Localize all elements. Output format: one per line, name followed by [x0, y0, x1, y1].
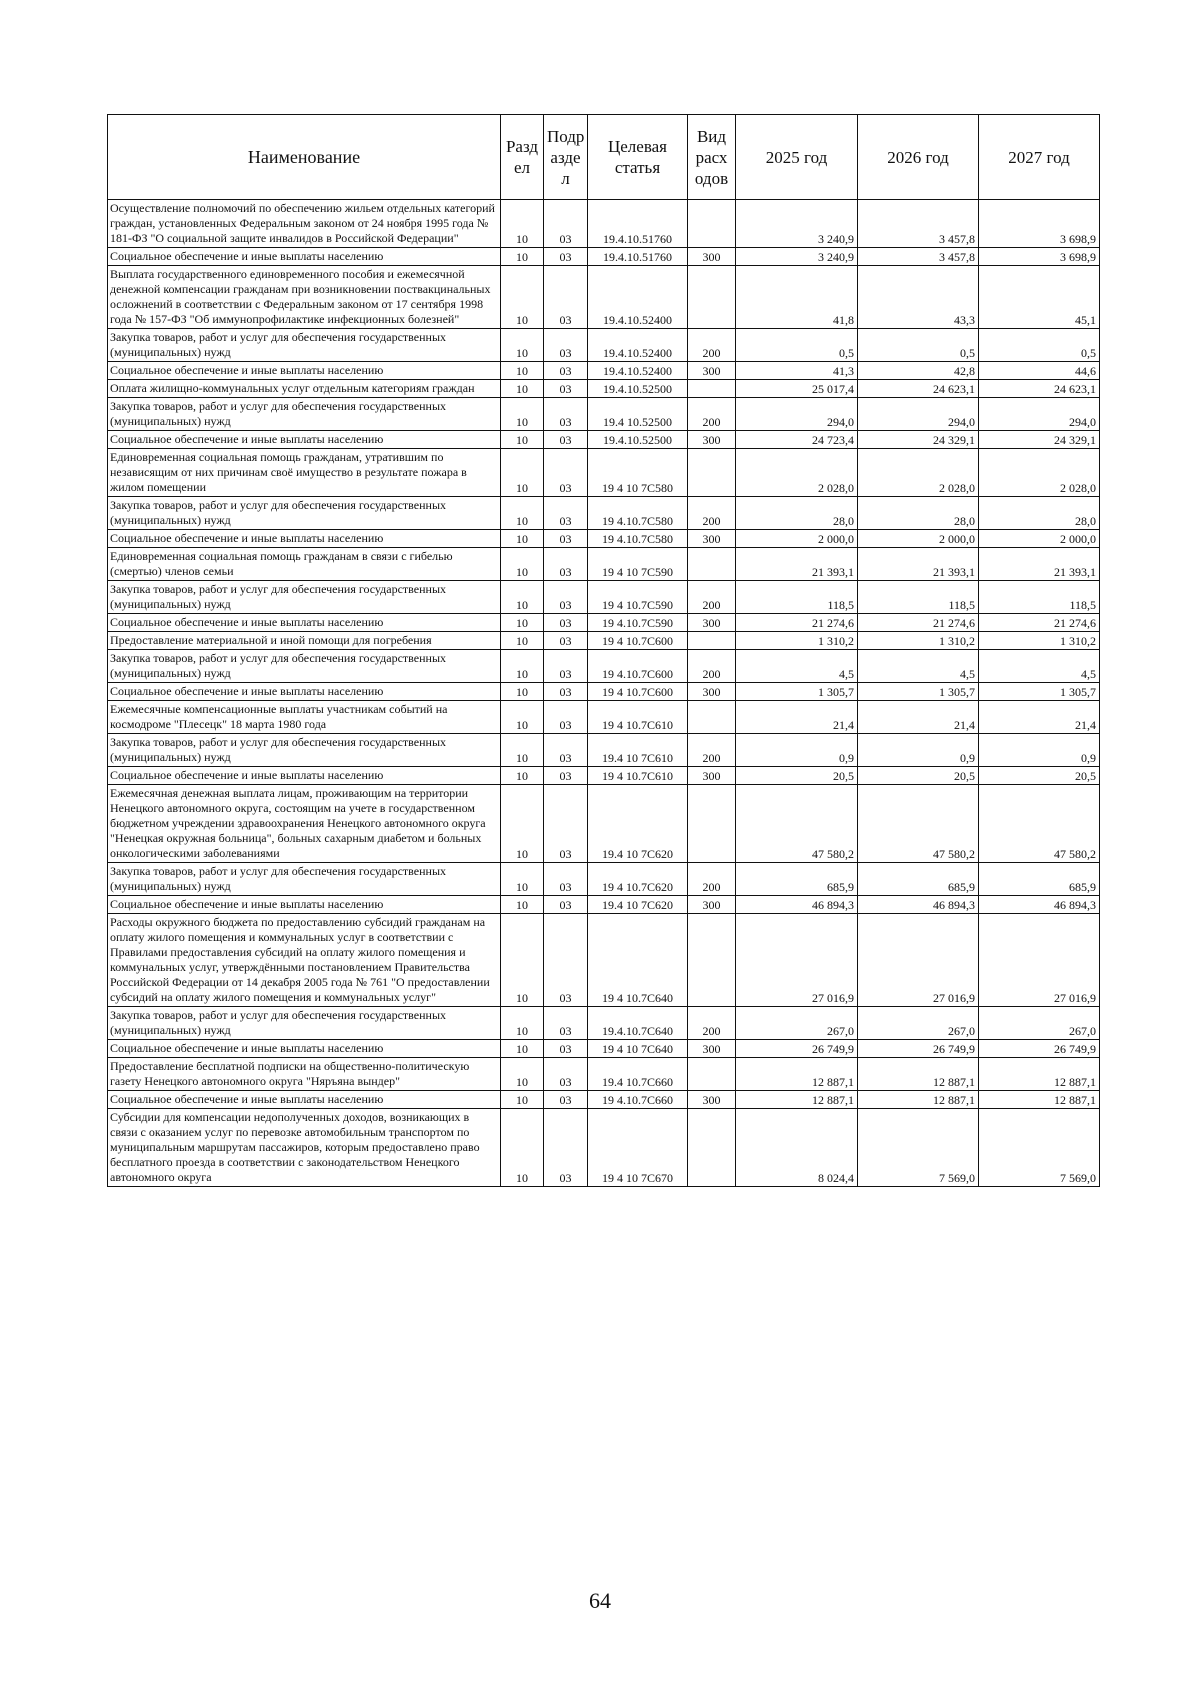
cell-celevaya: 19.4.10.52500 — [588, 431, 688, 449]
cell-2025: 1 310,2 — [736, 632, 858, 650]
table-row — [108, 1058, 1100, 1091]
cell-celevaya: 19.4 10.52500 — [588, 398, 688, 431]
cell-celevaya: 19 4 10.7С610 — [588, 767, 688, 785]
cell-2025: 2 000,0 — [736, 530, 858, 548]
cell-name: Закупка товаров, работ и услуг для обеспечения государственных (муниципальных) нужд — [108, 497, 501, 530]
cell-2027: 3 698,9 — [979, 248, 1100, 266]
cell-2025: 3 240,9 — [736, 200, 858, 248]
cell-name: Социальное обеспечение и иные выплаты населению — [108, 683, 501, 701]
cell-2025: 4,5 — [736, 650, 858, 683]
cell-2025: 41,3 — [736, 362, 858, 380]
cell-name: Социальное обеспечение и иные выплаты населению — [108, 1040, 501, 1058]
cell-2026: 43,3 — [858, 266, 979, 329]
cell-2026: 2 028,0 — [858, 449, 979, 497]
cell-vid: 200 — [688, 329, 736, 362]
table-row — [108, 632, 1100, 650]
cell-name: Предоставление бесплатной подписки на общественно-политическую газету Ненецкого автономного округа "Няръяна вындер" — [108, 1058, 501, 1091]
cell-razdel: 10 — [501, 1091, 544, 1109]
cell-name: Социальное обеспечение и иные выплаты населению — [108, 431, 501, 449]
cell-2026: 21 393,1 — [858, 548, 979, 581]
table-row — [108, 581, 1100, 614]
table-row — [108, 530, 1100, 548]
cell-2026: 3 457,8 — [858, 248, 979, 266]
table-row — [108, 398, 1100, 431]
cell-vid: 300 — [688, 896, 736, 914]
cell-podrazdel: 03 — [544, 767, 588, 785]
cell-vid: 200 — [688, 863, 736, 896]
cell-podrazdel: 03 — [544, 362, 588, 380]
cell-2025: 25 017,4 — [736, 380, 858, 398]
cell-2027: 267,0 — [979, 1007, 1100, 1040]
cell-razdel: 10 — [501, 362, 544, 380]
cell-celevaya: 19 4 10.7С600 — [588, 632, 688, 650]
cell-2027: 4,5 — [979, 650, 1100, 683]
header-2026: 2026 год — [858, 115, 979, 200]
cell-vid: 200 — [688, 734, 736, 767]
cell-celevaya: 19.4.10.7С640 — [588, 1007, 688, 1040]
cell-vid: 300 — [688, 1091, 736, 1109]
cell-2025: 118,5 — [736, 581, 858, 614]
header-podrazdel: Подр азде л — [544, 115, 588, 200]
cell-2027: 0,5 — [979, 329, 1100, 362]
cell-2027: 3 698,9 — [979, 200, 1100, 248]
cell-podrazdel: 03 — [544, 650, 588, 683]
cell-name: Социальное обеспечение и иные выплаты населению — [108, 248, 501, 266]
cell-vid — [688, 785, 736, 863]
cell-2025: 21 393,1 — [736, 548, 858, 581]
cell-podrazdel: 03 — [544, 1040, 588, 1058]
cell-2026: 12 887,1 — [858, 1058, 979, 1091]
cell-vid: 300 — [688, 614, 736, 632]
cell-2025: 46 894,3 — [736, 896, 858, 914]
cell-2025: 20,5 — [736, 767, 858, 785]
cell-2026: 2 000,0 — [858, 530, 979, 548]
cell-celevaya: 19 4 10 7С670 — [588, 1109, 688, 1187]
cell-2027: 2 000,0 — [979, 530, 1100, 548]
cell-2027: 27 016,9 — [979, 914, 1100, 1007]
cell-razdel: 10 — [501, 497, 544, 530]
cell-podrazdel: 03 — [544, 785, 588, 863]
cell-vid — [688, 266, 736, 329]
cell-celevaya: 19 4 10.7С600 — [588, 683, 688, 701]
cell-name: Социальное обеспечение и иные выплаты населению — [108, 896, 501, 914]
cell-razdel: 10 — [501, 1058, 544, 1091]
cell-2026: 24 329,1 — [858, 431, 979, 449]
cell-razdel: 10 — [501, 863, 544, 896]
cell-celevaya: 19.4 10.7С660 — [588, 1058, 688, 1091]
cell-razdel: 10 — [501, 683, 544, 701]
cell-2026: 21,4 — [858, 701, 979, 734]
table-row — [108, 785, 1100, 863]
table-header-row — [108, 115, 1100, 200]
cell-name: Социальное обеспечение и иные выплаты населению — [108, 614, 501, 632]
cell-2026: 47 580,2 — [858, 785, 979, 863]
cell-celevaya: 19 4 10.7С610 — [588, 701, 688, 734]
table-row — [108, 1109, 1100, 1187]
table-row — [108, 248, 1100, 266]
cell-2027: 12 887,1 — [979, 1091, 1100, 1109]
cell-vid: 300 — [688, 767, 736, 785]
cell-razdel: 10 — [501, 248, 544, 266]
cell-podrazdel: 03 — [544, 398, 588, 431]
cell-name: Социальное обеспечение и иные выплаты населению — [108, 530, 501, 548]
cell-name: Субсидии для компенсации недополученных доходов, возникающих в связи с оказанием услуг по перевозке автомобильным транспортом по муниципальным маршрутам пассажиров, которым предоставлено право бесплатного проезда в соответствии с законодательством Ненецкого автономного округа — [108, 1109, 501, 1187]
cell-vid — [688, 701, 736, 734]
cell-vid — [688, 449, 736, 497]
cell-2027: 0,9 — [979, 734, 1100, 767]
cell-name: Оплата жилищно-коммунальных услуг отдельным категориям граждан — [108, 380, 501, 398]
cell-vid: 300 — [688, 530, 736, 548]
cell-2025: 267,0 — [736, 1007, 858, 1040]
cell-celevaya: 19.4 10 7С610 — [588, 734, 688, 767]
cell-vid — [688, 200, 736, 248]
cell-name: Ежемесячная денежная выплата лицам, проживающим на территории Ненецкого автономного округа, состоящим на учете в государственном бюджетном учреждении здравоохранения Ненецкого автономного округа "Ненецкая окружная больница", больных сахарным диабетом и больных онкологическими заболеваниями — [108, 785, 501, 863]
cell-podrazdel: 03 — [544, 380, 588, 398]
cell-2027: 2 028,0 — [979, 449, 1100, 497]
cell-celevaya: 19.4.10.51760 — [588, 200, 688, 248]
table-row — [108, 734, 1100, 767]
cell-razdel: 10 — [501, 1007, 544, 1040]
cell-2027: 47 580,2 — [979, 785, 1100, 863]
cell-2026: 685,9 — [858, 863, 979, 896]
table-row — [108, 266, 1100, 329]
cell-2025: 2 028,0 — [736, 449, 858, 497]
table-row — [108, 701, 1100, 734]
cell-razdel: 10 — [501, 398, 544, 431]
cell-2027: 44,6 — [979, 362, 1100, 380]
cell-2026: 46 894,3 — [858, 896, 979, 914]
cell-2025: 8 024,4 — [736, 1109, 858, 1187]
cell-2027: 46 894,3 — [979, 896, 1100, 914]
table-row — [108, 1040, 1100, 1058]
cell-razdel: 10 — [501, 266, 544, 329]
cell-celevaya: 19 4 10 7С580 — [588, 449, 688, 497]
cell-celevaya: 19.4.10.52400 — [588, 329, 688, 362]
cell-vid — [688, 632, 736, 650]
cell-name: Социальное обеспечение и иные выплаты населению — [108, 767, 501, 785]
cell-2027: 12 887,1 — [979, 1058, 1100, 1091]
cell-name: Предоставление материальной и иной помощи для погребения — [108, 632, 501, 650]
budget-table — [107, 114, 1100, 1187]
cell-podrazdel: 03 — [544, 1007, 588, 1040]
cell-celevaya: 19 4 10.7С640 — [588, 914, 688, 1007]
cell-celevaya: 19.4 10 7С620 — [588, 896, 688, 914]
cell-podrazdel: 03 — [544, 266, 588, 329]
table-row — [108, 548, 1100, 581]
header-2027: 2027 год — [979, 115, 1100, 200]
cell-vid: 200 — [688, 398, 736, 431]
table-row — [108, 914, 1100, 1007]
cell-2026: 1 305,7 — [858, 683, 979, 701]
cell-celevaya: 19.4.10.51760 — [588, 248, 688, 266]
cell-2026: 21 274,6 — [858, 614, 979, 632]
cell-razdel: 10 — [501, 896, 544, 914]
table-row — [108, 200, 1100, 248]
cell-name: Закупка товаров, работ и услуг для обеспечения государственных (муниципальных) нужд — [108, 581, 501, 614]
cell-name: Ежемесячные компенсационные выплаты участникам событий на космодроме "Плесецк" 18 марта 1980 года — [108, 701, 501, 734]
cell-2025: 47 580,2 — [736, 785, 858, 863]
cell-razdel: 10 — [501, 1109, 544, 1187]
cell-2026: 42,8 — [858, 362, 979, 380]
cell-name: Выплата государственного единовременного пособия и ежемесячной денежной компенсации гражданам при возникновении поствакцинальных осложнений в соответствии с Федеральным законом от 17 сентября 1998 года № 157-ФЗ "Об иммунопрофилактике инфекционных болезней" — [108, 266, 501, 329]
cell-celevaya: 19.4 10 7С620 — [588, 785, 688, 863]
table-row — [108, 329, 1100, 362]
cell-razdel: 10 — [501, 548, 544, 581]
cell-2025: 26 749,9 — [736, 1040, 858, 1058]
cell-razdel: 10 — [501, 632, 544, 650]
cell-name: Расходы окружного бюджета по предоставлению субсидий гражданам на оплату жилого помещения и коммунальных услуг в соответствии с Правилами предоставления субсидий на оплату жилого помещения и коммунальных услуг, утверждёнными постановлением Правительства Российской Федерации от 14 декабря 2005 года № 761 "О предоставлении субсидий на оплату жилого помещения и коммунальных услуг" — [108, 914, 501, 1007]
table-row — [108, 1091, 1100, 1109]
cell-2026: 1 310,2 — [858, 632, 979, 650]
cell-2025: 685,9 — [736, 863, 858, 896]
cell-podrazdel: 03 — [544, 581, 588, 614]
cell-2027: 45,1 — [979, 266, 1100, 329]
cell-2025: 0,9 — [736, 734, 858, 767]
cell-2025: 3 240,9 — [736, 248, 858, 266]
cell-vid — [688, 1058, 736, 1091]
cell-vid — [688, 380, 736, 398]
cell-2025: 0,5 — [736, 329, 858, 362]
cell-podrazdel: 03 — [544, 200, 588, 248]
table-row — [108, 683, 1100, 701]
cell-2026: 7 569,0 — [858, 1109, 979, 1187]
header-2025: 2025 год — [736, 115, 858, 200]
cell-razdel: 10 — [501, 581, 544, 614]
cell-celevaya: 19 4.10.7С590 — [588, 614, 688, 632]
cell-celevaya: 19.4.10.52400 — [588, 266, 688, 329]
cell-name: Закупка товаров, работ и услуг для обеспечения государственных (муниципальных) нужд — [108, 329, 501, 362]
cell-podrazdel: 03 — [544, 683, 588, 701]
table-row — [108, 497, 1100, 530]
cell-celevaya: 19 4.10.7С660 — [588, 1091, 688, 1109]
cell-podrazdel: 03 — [544, 1091, 588, 1109]
table-row — [108, 767, 1100, 785]
cell-razdel: 10 — [501, 785, 544, 863]
cell-podrazdel: 03 — [544, 497, 588, 530]
cell-vid: 300 — [688, 683, 736, 701]
cell-2026: 26 749,9 — [858, 1040, 979, 1058]
cell-2026: 4,5 — [858, 650, 979, 683]
cell-podrazdel: 03 — [544, 896, 588, 914]
cell-razdel: 10 — [501, 380, 544, 398]
cell-name: Закупка товаров, работ и услуг для обеспечения государственных (муниципальных) нужд — [108, 398, 501, 431]
cell-razdel: 10 — [501, 914, 544, 1007]
cell-celevaya: 19.4.10.52500 — [588, 380, 688, 398]
cell-podrazdel: 03 — [544, 632, 588, 650]
cell-2026: 28,0 — [858, 497, 979, 530]
cell-name: Осуществление полномочий по обеспечению жильем отдельных категорий граждан, установленных Федеральным законом от 24 ноября 1995 года № 181-ФЗ "О социальной защите инвалидов в Российской Федерации" — [108, 200, 501, 248]
cell-podrazdel: 03 — [544, 701, 588, 734]
cell-name: Закупка товаров, работ и услуг для обеспечения государственных (муниципальных) нужд — [108, 734, 501, 767]
cell-name: Социальное обеспечение и иные выплаты населению — [108, 362, 501, 380]
cell-podrazdel: 03 — [544, 548, 588, 581]
cell-name: Социальное обеспечение и иные выплаты населению — [108, 1091, 501, 1109]
cell-2027: 1 305,7 — [979, 683, 1100, 701]
cell-2026: 0,9 — [858, 734, 979, 767]
cell-razdel: 10 — [501, 650, 544, 683]
cell-vid — [688, 548, 736, 581]
cell-celevaya: 19 4 10 7С590 — [588, 548, 688, 581]
cell-razdel: 10 — [501, 431, 544, 449]
cell-podrazdel: 03 — [544, 914, 588, 1007]
cell-podrazdel: 03 — [544, 1058, 588, 1091]
cell-name: Закупка товаров, работ и услуг для обеспечения государственных (муниципальных) нужд — [108, 650, 501, 683]
cell-name: Единовременная социальная помощь гражданам, утратившим по независящим от них причинам своё имущество в результате пожара в жилом помещении — [108, 449, 501, 497]
cell-podrazdel: 03 — [544, 530, 588, 548]
cell-celevaya: 19 4 10 7С640 — [588, 1040, 688, 1058]
cell-2025: 21 274,6 — [736, 614, 858, 632]
cell-name: Закупка товаров, работ и услуг для обеспечения государственных (муниципальных) нужд — [108, 863, 501, 896]
cell-name: Единовременная социальная помощь гражданам в связи с гибелью (смертью) членов семьи — [108, 548, 501, 581]
cell-2025: 24 723,4 — [736, 431, 858, 449]
header-celevaya: Целевая статья — [588, 115, 688, 200]
cell-razdel: 10 — [501, 1040, 544, 1058]
table-row — [108, 896, 1100, 914]
cell-podrazdel: 03 — [544, 329, 588, 362]
cell-celevaya: 19.4.10.52400 — [588, 362, 688, 380]
cell-2027: 26 749,9 — [979, 1040, 1100, 1058]
cell-podrazdel: 03 — [544, 449, 588, 497]
cell-vid: 200 — [688, 497, 736, 530]
cell-razdel: 10 — [501, 329, 544, 362]
cell-2026: 3 457,8 — [858, 200, 979, 248]
cell-celevaya: 19 4 10.7С620 — [588, 863, 688, 896]
cell-podrazdel: 03 — [544, 248, 588, 266]
cell-vid — [688, 1109, 736, 1187]
cell-2027: 21,4 — [979, 701, 1100, 734]
cell-2026: 12 887,1 — [858, 1091, 979, 1109]
cell-razdel: 10 — [501, 734, 544, 767]
cell-celevaya: 19 4 10.7С590 — [588, 581, 688, 614]
cell-razdel: 10 — [501, 614, 544, 632]
cell-vid — [688, 914, 736, 1007]
cell-vid: 200 — [688, 1007, 736, 1040]
table-row — [108, 650, 1100, 683]
cell-2025: 41,8 — [736, 266, 858, 329]
cell-2027: 21 393,1 — [979, 548, 1100, 581]
cell-podrazdel: 03 — [544, 431, 588, 449]
cell-2025: 28,0 — [736, 497, 858, 530]
cell-name: Закупка товаров, работ и услуг для обеспечения государственных (муниципальных) нужд — [108, 1007, 501, 1040]
cell-2027: 118,5 — [979, 581, 1100, 614]
cell-vid: 200 — [688, 581, 736, 614]
cell-2027: 294,0 — [979, 398, 1100, 431]
table-row — [108, 449, 1100, 497]
cell-2025: 294,0 — [736, 398, 858, 431]
cell-2026: 24 623,1 — [858, 380, 979, 398]
cell-2026: 267,0 — [858, 1007, 979, 1040]
cell-2026: 20,5 — [858, 767, 979, 785]
cell-vid: 300 — [688, 362, 736, 380]
table-row — [108, 380, 1100, 398]
header-vid: Вид расх одов — [688, 115, 736, 200]
cell-2026: 294,0 — [858, 398, 979, 431]
cell-vid: 300 — [688, 431, 736, 449]
cell-2025: 27 016,9 — [736, 914, 858, 1007]
cell-podrazdel: 03 — [544, 863, 588, 896]
cell-razdel: 10 — [501, 449, 544, 497]
cell-2026: 27 016,9 — [858, 914, 979, 1007]
cell-razdel: 10 — [501, 701, 544, 734]
cell-vid: 300 — [688, 1040, 736, 1058]
table-body — [108, 200, 1100, 1187]
cell-2025: 12 887,1 — [736, 1058, 858, 1091]
header-razdel: Разд ел — [501, 115, 544, 200]
cell-podrazdel: 03 — [544, 734, 588, 767]
cell-podrazdel: 03 — [544, 1109, 588, 1187]
header-name: Наименование — [108, 115, 501, 200]
cell-2027: 21 274,6 — [979, 614, 1100, 632]
cell-2027: 685,9 — [979, 863, 1100, 896]
table-row — [108, 1007, 1100, 1040]
cell-2027: 20,5 — [979, 767, 1100, 785]
table-row — [108, 431, 1100, 449]
cell-2025: 21,4 — [736, 701, 858, 734]
cell-2027: 24 623,1 — [979, 380, 1100, 398]
cell-celevaya: 19 4.10.7С580 — [588, 530, 688, 548]
cell-vid: 300 — [688, 248, 736, 266]
table-row — [108, 863, 1100, 896]
cell-razdel: 10 — [501, 200, 544, 248]
cell-razdel: 10 — [501, 530, 544, 548]
cell-2027: 24 329,1 — [979, 431, 1100, 449]
cell-razdel: 10 — [501, 767, 544, 785]
cell-2027: 28,0 — [979, 497, 1100, 530]
cell-vid: 200 — [688, 650, 736, 683]
cell-2026: 118,5 — [858, 581, 979, 614]
cell-2025: 1 305,7 — [736, 683, 858, 701]
table-row — [108, 614, 1100, 632]
cell-2025: 12 887,1 — [736, 1091, 858, 1109]
cell-2027: 7 569,0 — [979, 1109, 1100, 1187]
document-page — [107, 114, 1099, 1187]
table-row — [108, 362, 1100, 380]
cell-podrazdel: 03 — [544, 614, 588, 632]
page-number: 64 — [589, 1588, 611, 1613]
cell-2027: 1 310,2 — [979, 632, 1100, 650]
cell-2026: 0,5 — [858, 329, 979, 362]
cell-celevaya: 19 4.10.7С580 — [588, 497, 688, 530]
cell-celevaya: 19 4.10.7С600 — [588, 650, 688, 683]
